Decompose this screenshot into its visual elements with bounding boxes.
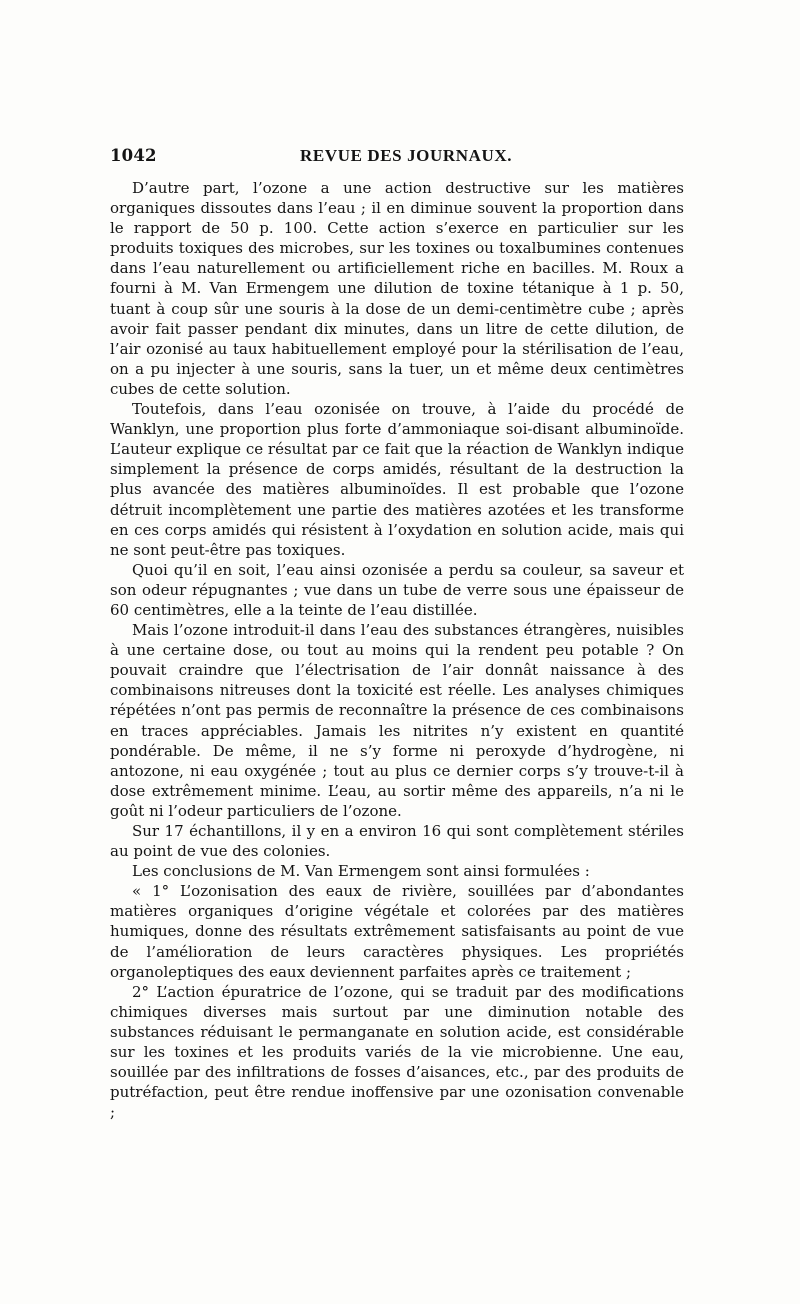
paragraph: D’autre part, l’ozone a une action destructive sur les matières organiques dissoutes dans l’eau ; il en diminue souvent la proportion dans le rapport de 50 p. 100. Cette action s’exerce en particulier sur les produits toxiques des microbes, sur les toxines ou toxalbumines contenues dans l’eau naturellement ou artificiellement riche en bacilles. M. Roux a fourni à M. Van Ermengem une dilution de toxine tétanique à 1 p. 50, tuant à coup sûr une souris à la dose de un demi-centimètre cube ; après avoir fait passer pendant dix minutes, dans un litre de cette dilution, de l’air ozonisé au taux habituellement employé pour la stérilisation de l’eau, on a pu injecter à une souris, sans la tuer, un et même deux centimètres cubes de cette solution.: [110, 179, 684, 398]
paragraph: 2° L’action épuratrice de l’ozone, qui se traduit par des modifications chimiques diverses mais surtout par une diminution notable des substances réduisant le permanganate en solution acide, est considérable sur les toxines et les produits variés de la vie microbienne. Une eau, souillée par des infiltrations de fosses d’aisances, etc., par des produits de putréfaction, peut être rendue inoffensive par une ozonisation convenable ;: [110, 982, 684, 1122]
paragraph: « 1° L’ozonisation des eaux de rivière, souillées par d’abondantes matières organiques d’origine végétale et colorées par des matières humiques, donne des résultats extrêmement satisfaisants au point de vue de l’amélioration de leurs caractères physiques. Les propriétés organoleptiques des eaux deviennent parfaites après ce traitement ;: [110, 882, 684, 981]
page-header: [110, 146, 684, 172]
article-body: [110, 178, 684, 1122]
paragraph: Les conclusions de M. Van Ermengem sont ainsi formulées :: [132, 862, 590, 881]
paragraph: Mais l’ozone introduit-il dans l’eau des substances étrangères, nuisibles à une certaine dose, ou tout au moins qui la rendent peu potable ? On pouvait craindre que l’électrisation de l’air donnât naissance à des combinaisons nitreuses dont la toxicité est réelle. Les analyses chimiques répétées n’ont pas permis de reconnaître la présence de ces combinaisons en traces appréciables. Jamais les nitrites n’y existent en quantité pondérable. De même, il ne s’y forme ni peroxyde d’hydrogène, ni antozone, ni eau oxygénée ; tout au plus ce dernier corps s’y trouve-t-il à dose extrêmement minime. L’eau, au sortir même des appareils, n’a ni le goût ni l’odeur particuliers de l’ozone.: [110, 621, 684, 820]
page-number: 1042: [110, 146, 157, 165]
paragraph: Sur 17 échantillons, il y en a environ 16 qui sont complètement stériles au point de vue des colonies.: [110, 822, 684, 861]
paragraph: Toutefois, dans l’eau ozonisée on trouve, à l’aide du procédé de Wanklyn, une proportion plus forte d’ammoniaque soi-disant albuminoïde. L’auteur explique ce résultat par ce fait que la réaction de Wanklyn indique simplement la présence de corps amidés, résultant de la destruction la plus avancée des matières albuminoïdes. Il est probable que l’ozone détruit incomplètement une partie des matières azotées et les transforme en ces corps amidés qui résistent à l’oxydation en solution acide, mais qui ne sont peut-être pas toxiques.: [110, 400, 684, 559]
running-head: REVUE DES JOURNAUX.: [300, 146, 513, 165]
paragraph: Quoi qu’il en soit, l’eau ainsi ozonisée a perdu sa couleur, sa saveur et son odeur répugnantes ; vue dans un tube de verre sous une épaisseur de 60 centimètres, elle a la teinte de l’eau distillée.: [110, 560, 684, 619]
